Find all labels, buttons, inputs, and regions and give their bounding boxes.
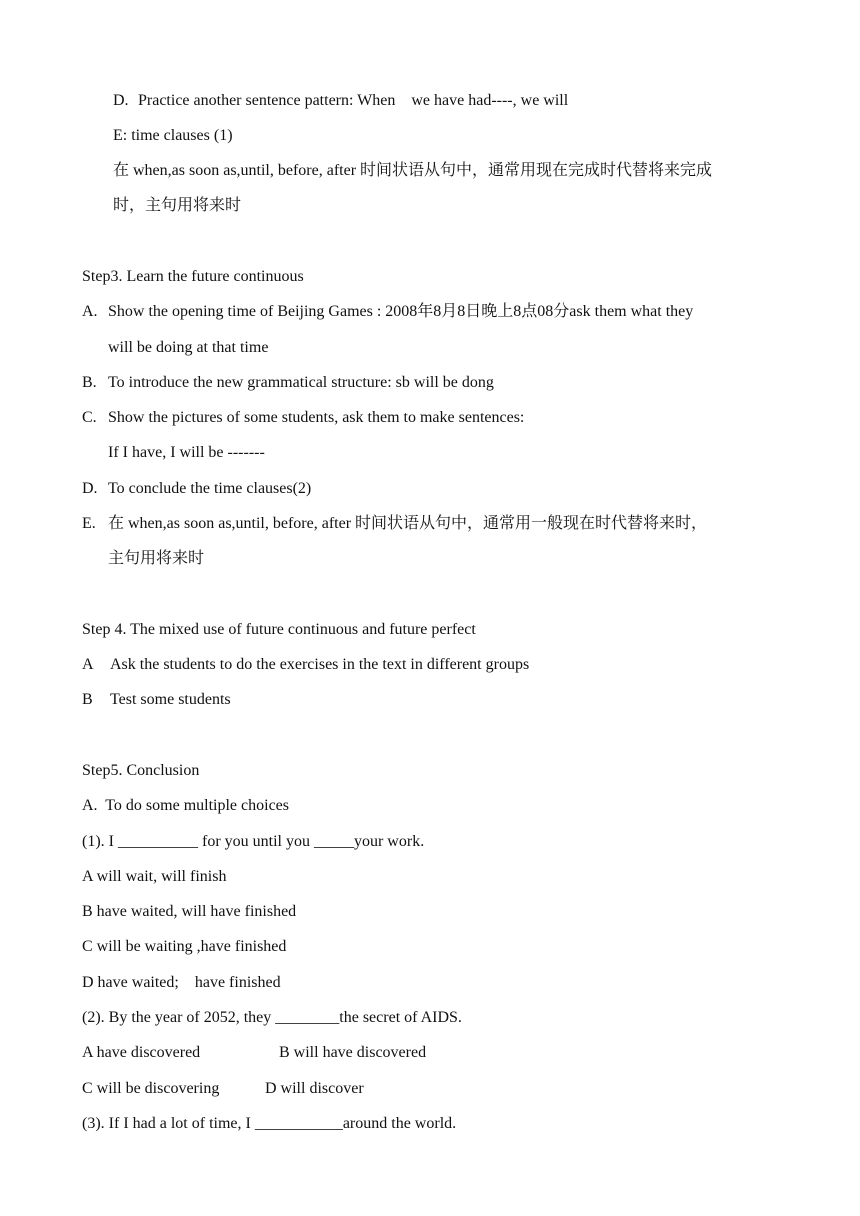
answer-option: C will be discovering — [82, 1080, 220, 1097]
answer-option: A have discovered — [82, 1044, 201, 1061]
item-label: A — [82, 656, 94, 673]
item-label: B — [82, 691, 93, 708]
step3-item-a-line: will be doing at that time — [108, 339, 269, 356]
step2-note-line: 时，主句用将来时 — [113, 197, 242, 214]
step3-item-c-line: Show the pictures of some students, ask them to make sentences: — [108, 409, 525, 426]
answer-option: D will discover — [265, 1080, 364, 1097]
step3-item-c-line: If I have, I will be ------- — [108, 444, 265, 461]
step2-note-line: 在 when,as soon as,until, before, after 时间状语从句中，通常用现在完成时代替将来完成 — [113, 162, 713, 179]
item-label: E. — [82, 515, 96, 532]
step5-heading: Step5. Conclusion — [82, 762, 200, 779]
answer-option: B will have discovered — [279, 1044, 427, 1061]
step4-heading: Step 4. The mixed use of future continuous and future perfect — [82, 621, 476, 638]
step5-subheading: A. To do some multiple choices — [82, 797, 289, 814]
item-label: D. — [82, 480, 98, 497]
step4-item-a-text: Ask the students to do the exercises in the text in different groups — [110, 656, 530, 673]
step3-item-d-line: To conclude the time clauses(2) — [108, 480, 312, 497]
question-text: (2). By the year of 2052, they ________the secret of AIDS. — [82, 1009, 462, 1026]
question-text: (1). I __________ for you until you _____your work. — [82, 833, 425, 850]
item-label: A. — [82, 303, 98, 320]
item-label: C. — [82, 409, 97, 426]
step2-item-e-text: E: time clauses (1) — [113, 127, 233, 144]
item-label: D. — [113, 92, 129, 109]
step4-item-b-text: Test some students — [110, 691, 231, 708]
step3-item-e-line: 在 when,as soon as,until, before, after 时间状语从句中，通常用一般现在时代替将来时， — [108, 515, 708, 532]
question-text: (3). If I had a lot of time, I ___________around the world. — [82, 1115, 457, 1132]
step3-item-e-line: 主句用将来时 — [108, 550, 205, 567]
item-label: B. — [82, 374, 97, 391]
step2-item-d-text: Practice another sentence pattern: When we have had----, we will — [138, 92, 569, 109]
answer-option: A will wait, will finish — [82, 868, 227, 885]
step3-heading: Step3. Learn the future continuous — [82, 268, 304, 285]
step3-item-a-line: Show the opening time of Beijing Games : 2008年8月8日晚上8点08分ask them what they — [108, 303, 694, 320]
step3-item-b-line: To introduce the new grammatical structure: sb will be dong — [108, 374, 494, 391]
answer-option: D have waited; have finished — [82, 974, 281, 991]
answer-option: C will be waiting ,have finished — [82, 938, 287, 955]
answer-option: B have waited, will have finished — [82, 903, 297, 920]
